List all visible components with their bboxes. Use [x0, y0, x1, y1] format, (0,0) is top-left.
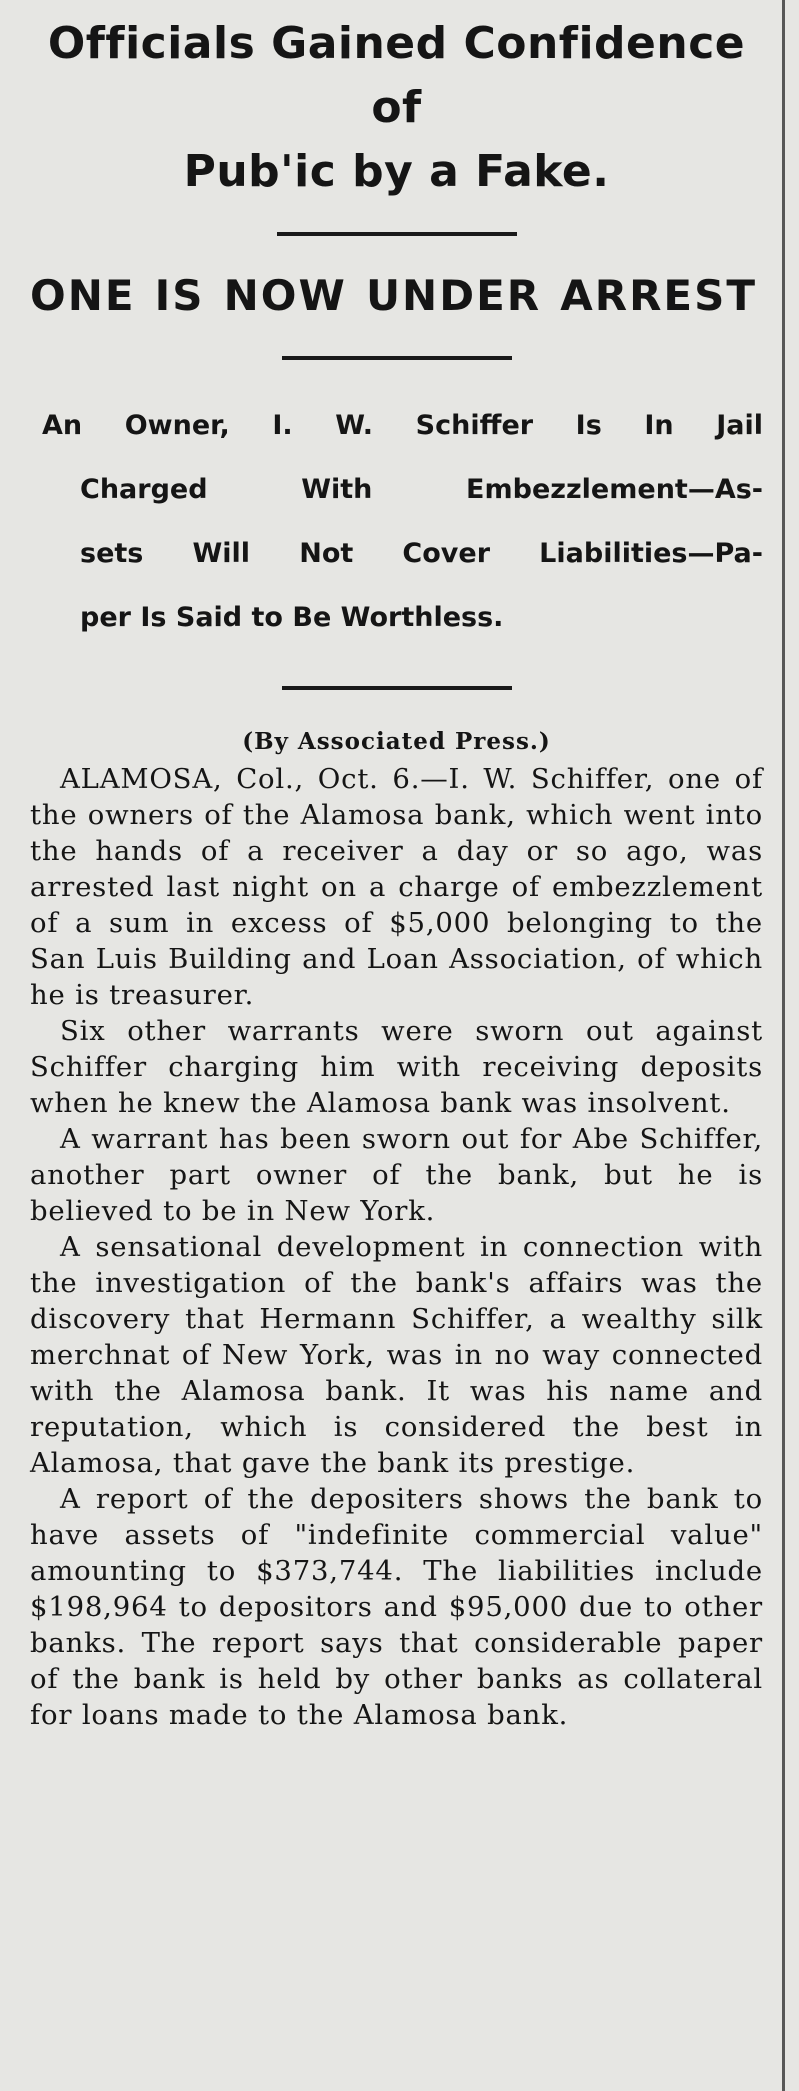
headline-line-2: Pub'ic by a Fake.: [183, 146, 610, 197]
deck: [30, 394, 763, 650]
article-paragraph: A warrant has been sworn out for Abe Schiffer, another part owner of the bank, but he is believed to be in New York.: [30, 1123, 763, 1227]
divider-rule: [277, 232, 517, 236]
subheadline: ONE IS NOW UNDER ARREST: [30, 271, 757, 320]
article-paragraph: ALAMOSA, Col., Oct. 6.—I. W. Schiffer, one of the owners of the Alamosa bank, which went into the hands of a receiver a day or so ago, was arrested last night on a charge of embezzlement of a sum in excess of $5,000 belonging to the San Luis Building and Loan Association, of which he is treasurer.: [30, 763, 763, 1011]
column-edge-rule: [782, 0, 785, 2091]
article-paragraph: A sensational development in connection with the investigation of the bank's affairs was the discovery that Hermann Schiffer, a wealthy silk merchnat of New York, was in no way connected with the Alamosa bank. It was his name and reputation, which is considered the best in Alamosa, that gave the bank its prestige.: [30, 1231, 763, 1479]
article-paragraph: A report of the depositers shows the bank to have assets of "indefinite commercial value" amounting to $373,744. The liabilities include $198,964 to depositors and $95,000 due to other banks. The report says that considerable paper of the bank is held by other banks as collateral for loans made to the Alamosa bank.: [30, 1483, 763, 1731]
deck-line: sets Will Not Cover Liabilities—Pa-: [80, 538, 763, 569]
article-paragraph: Six other warrants were sworn out against Schiffer charging him with receiving deposits when he knew the Alamosa bank was insolvent.: [30, 1015, 763, 1119]
deck-line: Charged With Embezzlement—As-: [80, 474, 763, 505]
deck-line: An Owner, I. W. Schiffer Is In Jail: [42, 410, 763, 441]
divider-rule: [282, 686, 512, 690]
deck-line: per Is Said to Be Worthless.: [80, 602, 504, 633]
divider-rule: [282, 356, 512, 360]
byline: (By Associated Press.): [242, 728, 551, 755]
headline-line-1: Officials Gained Confidence of: [47, 18, 746, 133]
